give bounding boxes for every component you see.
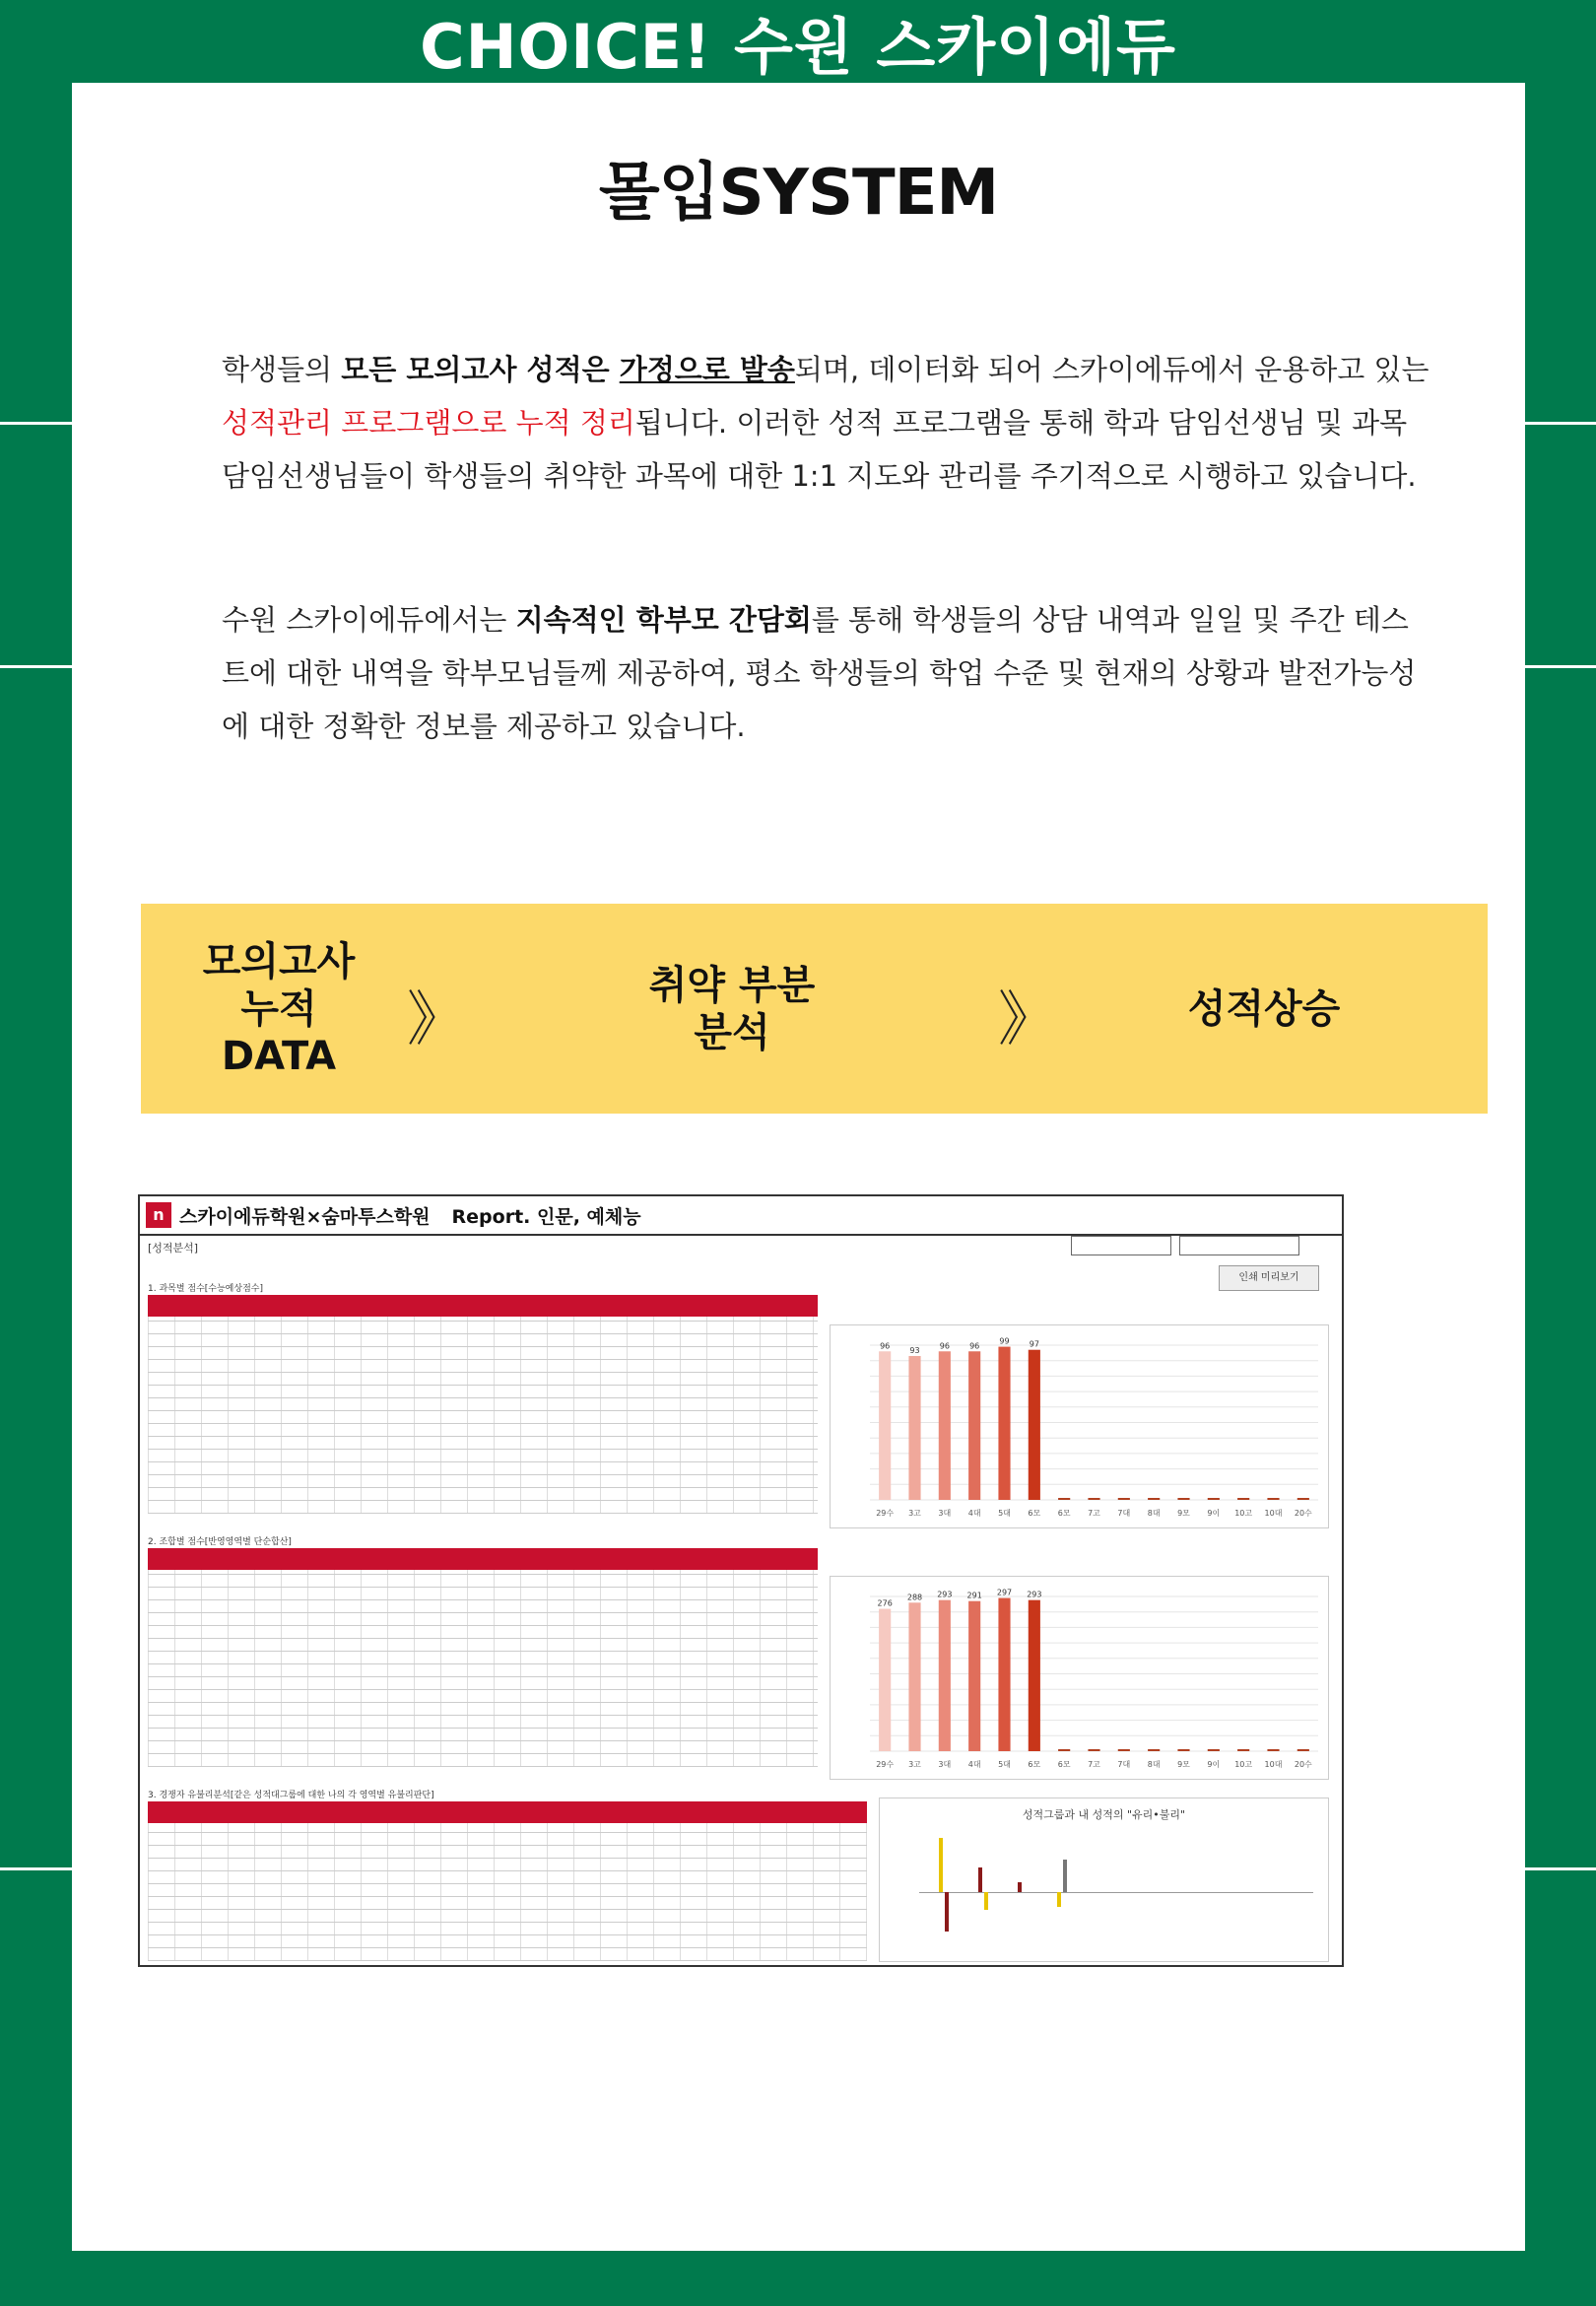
underlined-text: 가정으로 발송: [619, 353, 795, 386]
subject-score-chart: [830, 1324, 1329, 1528]
section-label: 3. 경쟁자 유불리분석[같은 성적대그룹에 대한 나의 각 영역별 유불리판단]: [148, 1791, 434, 1800]
chevron-right-icon: 》: [407, 985, 466, 1054]
score-table: [148, 1317, 818, 1514]
bar-11: [1208, 1749, 1220, 1751]
data-label-0: 276: [877, 1598, 893, 1608]
tick-label-12: 10고: [1234, 1509, 1253, 1518]
text: 되며, 데이터화 되어 스카이에듀에서 운용하고 있는: [794, 353, 1430, 386]
tick-label-13: 10대: [1264, 1760, 1283, 1769]
bar-6: [1058, 1498, 1070, 1500]
tick-label-1: 3고: [908, 1509, 921, 1518]
side-line: [0, 1867, 72, 1870]
filter-select[interactable]: [1179, 1236, 1299, 1255]
brand-logo-icon: n: [146, 1202, 171, 1228]
table-header: [148, 1295, 818, 1317]
process-flow-band: [141, 904, 1488, 1114]
combo-table: [148, 1570, 818, 1767]
flow-step-analysis: [643, 904, 821, 1114]
tick-label-10: 9모: [1177, 1509, 1190, 1518]
tick-label-13: 10대: [1264, 1509, 1283, 1518]
flow-step-accumulate: [180, 904, 377, 1114]
data-label-3: 96: [969, 1341, 980, 1351]
bar-4: [998, 1598, 1010, 1751]
tick-label-4: 5대: [998, 1509, 1011, 1518]
section-title: 몰입SYSTEM: [598, 157, 999, 230]
combo-score-chart: [830, 1576, 1329, 1780]
data-label-2: 293: [937, 1590, 953, 1599]
data-label-3: 291: [966, 1591, 982, 1600]
bar-0: [879, 1351, 891, 1500]
tick-label-8: 7대: [1117, 1760, 1131, 1769]
data-label-2: 96: [939, 1341, 950, 1351]
data-label-4: 99: [999, 1336, 1010, 1346]
tick-label-7: 7고: [1088, 1509, 1100, 1518]
report-screenshot: [138, 1194, 1344, 1967]
tick-label-11: 9이: [1207, 1509, 1221, 1518]
text: 수원 스카이에듀에서는: [222, 603, 516, 637]
data-label-1: 288: [906, 1593, 923, 1602]
bold-text: 지속적인 학부모 간담회: [515, 603, 812, 637]
intro-paragraph: [222, 343, 1433, 503]
bar-5: [1029, 1600, 1040, 1751]
report-header: [140, 1196, 1342, 1236]
side-line: [0, 422, 72, 425]
section-label: 2. 조합별 점수[반영영역별 단순합산]: [148, 1537, 292, 1547]
bar-8: [1118, 1498, 1130, 1500]
parent-meeting-paragraph: [222, 593, 1433, 753]
bar-2: [939, 1600, 951, 1751]
tick-label-9: 8대: [1147, 1509, 1161, 1518]
bar-9: [1148, 1498, 1160, 1500]
bar-6: [1058, 1749, 1070, 1751]
bar-13: [1267, 1498, 1279, 1500]
side-line: [0, 665, 72, 668]
bar-7: [1088, 1749, 1099, 1751]
tick-label-2: 3대: [938, 1760, 952, 1769]
text: 를 통해 학생들의 상담 내역과 일일 및 주간 테스트에 대한 내역을 학부모님들께 제공하여, 평소 학생들의 학업 수준 및 현재의 상황과 발전가능성에 대한 정확한 정보를 제공하고 있습니다.: [222, 603, 1417, 743]
bar-1: [908, 1356, 920, 1500]
tick-label-0: 29수: [876, 1760, 895, 1769]
bar-14: [1297, 1498, 1309, 1500]
advantage-bar: [1018, 1882, 1022, 1892]
chart-title: 성적그룹과 내 성적의 "유리•불리": [1022, 1808, 1186, 1821]
tick-label-1: 3고: [908, 1760, 921, 1769]
data-label-4: 297: [996, 1588, 1013, 1597]
bold-text: 모든 모의고사 성적은: [341, 353, 620, 386]
tick-label-4: 5대: [998, 1760, 1011, 1769]
side-line: [1525, 1867, 1596, 1870]
bar-10: [1177, 1749, 1189, 1751]
bar-9: [1148, 1749, 1160, 1751]
tick-label-10: 9모: [1177, 1760, 1190, 1769]
tick-label-7: 7고: [1088, 1760, 1100, 1769]
tick-label-11: 9이: [1207, 1760, 1221, 1769]
tick-label-3: 4대: [967, 1509, 981, 1518]
tick-label-6: 6모: [1057, 1509, 1071, 1518]
chart-svg: [831, 1577, 1328, 1779]
filter-select[interactable]: [1071, 1236, 1171, 1255]
bar-10: [1177, 1498, 1189, 1500]
side-line: [1525, 422, 1596, 425]
section-label: 1. 과목별 점수[수능예상점수]: [148, 1284, 263, 1294]
bar-14: [1297, 1749, 1309, 1751]
step-label: 모의고사: [202, 938, 356, 984]
table-header: [148, 1548, 818, 1570]
tick-label-8: 7대: [1117, 1509, 1131, 1518]
advantage-bar: [1057, 1892, 1061, 1907]
report-tab: [성적분석]: [148, 1242, 199, 1255]
text: 학생들의: [222, 353, 342, 386]
tick-label-9: 8대: [1147, 1760, 1161, 1769]
bar-11: [1208, 1498, 1220, 1500]
advantage-bar: [945, 1892, 949, 1932]
step-label: 누적 DATA: [221, 985, 337, 1079]
tick-label-2: 3대: [938, 1509, 952, 1518]
tick-label-14: 20수: [1294, 1760, 1312, 1769]
data-label-5: 97: [1029, 1339, 1039, 1349]
advantage-bar: [939, 1838, 943, 1892]
bar-13: [1267, 1749, 1279, 1751]
competitor-table: [148, 1823, 867, 1961]
bar-1: [908, 1602, 920, 1751]
step-label: 분석: [694, 1009, 770, 1055]
table-header: [148, 1801, 867, 1823]
data-label-0: 96: [880, 1341, 891, 1351]
bar-3: [968, 1351, 980, 1500]
side-line: [1525, 665, 1596, 668]
bar-3: [968, 1601, 980, 1751]
text: 됩니다. 이러한 성적 프로그램을 통해 학과 담임선생님 및 과목 담임선생님들이 학생들의 취약한 과목에 대한 1:1 지도와 관리를 주기적으로 시행하고 있습니다.: [222, 406, 1417, 493]
tick-label-0: 29수: [876, 1509, 895, 1518]
tick-label-14: 20수: [1294, 1509, 1312, 1518]
bar-5: [1029, 1350, 1040, 1500]
bar-8: [1118, 1749, 1130, 1751]
advantage-bar: [984, 1892, 988, 1910]
advantage-chart: [879, 1797, 1329, 1962]
print-preview-button[interactable]: 인쇄 미리보기: [1219, 1265, 1319, 1291]
bar-2: [939, 1351, 951, 1500]
chart-svg: [831, 1325, 1328, 1527]
flow-step-improve: 성적상승: [1187, 985, 1341, 1032]
report-title: Report. 인문, 예체능: [451, 1205, 641, 1228]
tick-label-3: 4대: [967, 1760, 981, 1769]
tick-label-5: 6모: [1028, 1760, 1041, 1769]
advantage-bar: [978, 1867, 982, 1892]
tick-label-6: 6모: [1057, 1760, 1071, 1769]
bar-0: [879, 1609, 891, 1751]
bar-7: [1088, 1498, 1099, 1500]
bar-4: [998, 1347, 1010, 1500]
step-label: 취약 부분: [648, 962, 816, 1008]
tick-label-12: 10고: [1234, 1760, 1253, 1769]
data-label-5: 293: [1027, 1590, 1042, 1599]
chevron-right-icon: 》: [998, 985, 1057, 1054]
tick-label-5: 6모: [1028, 1509, 1041, 1518]
bar-12: [1237, 1749, 1249, 1751]
data-label-1: 93: [909, 1345, 920, 1355]
red-highlight-text: 성적관리 프로그램으로 누적 정리: [222, 406, 635, 440]
report-brand: 스카이에듀학원×숨마투스학원: [179, 1205, 431, 1228]
zero-axis: [919, 1892, 1313, 1893]
advantage-bar: [1063, 1860, 1067, 1892]
bar-12: [1237, 1498, 1249, 1500]
header-title: CHOICE! 수원 스카이에듀: [420, 10, 1176, 83]
